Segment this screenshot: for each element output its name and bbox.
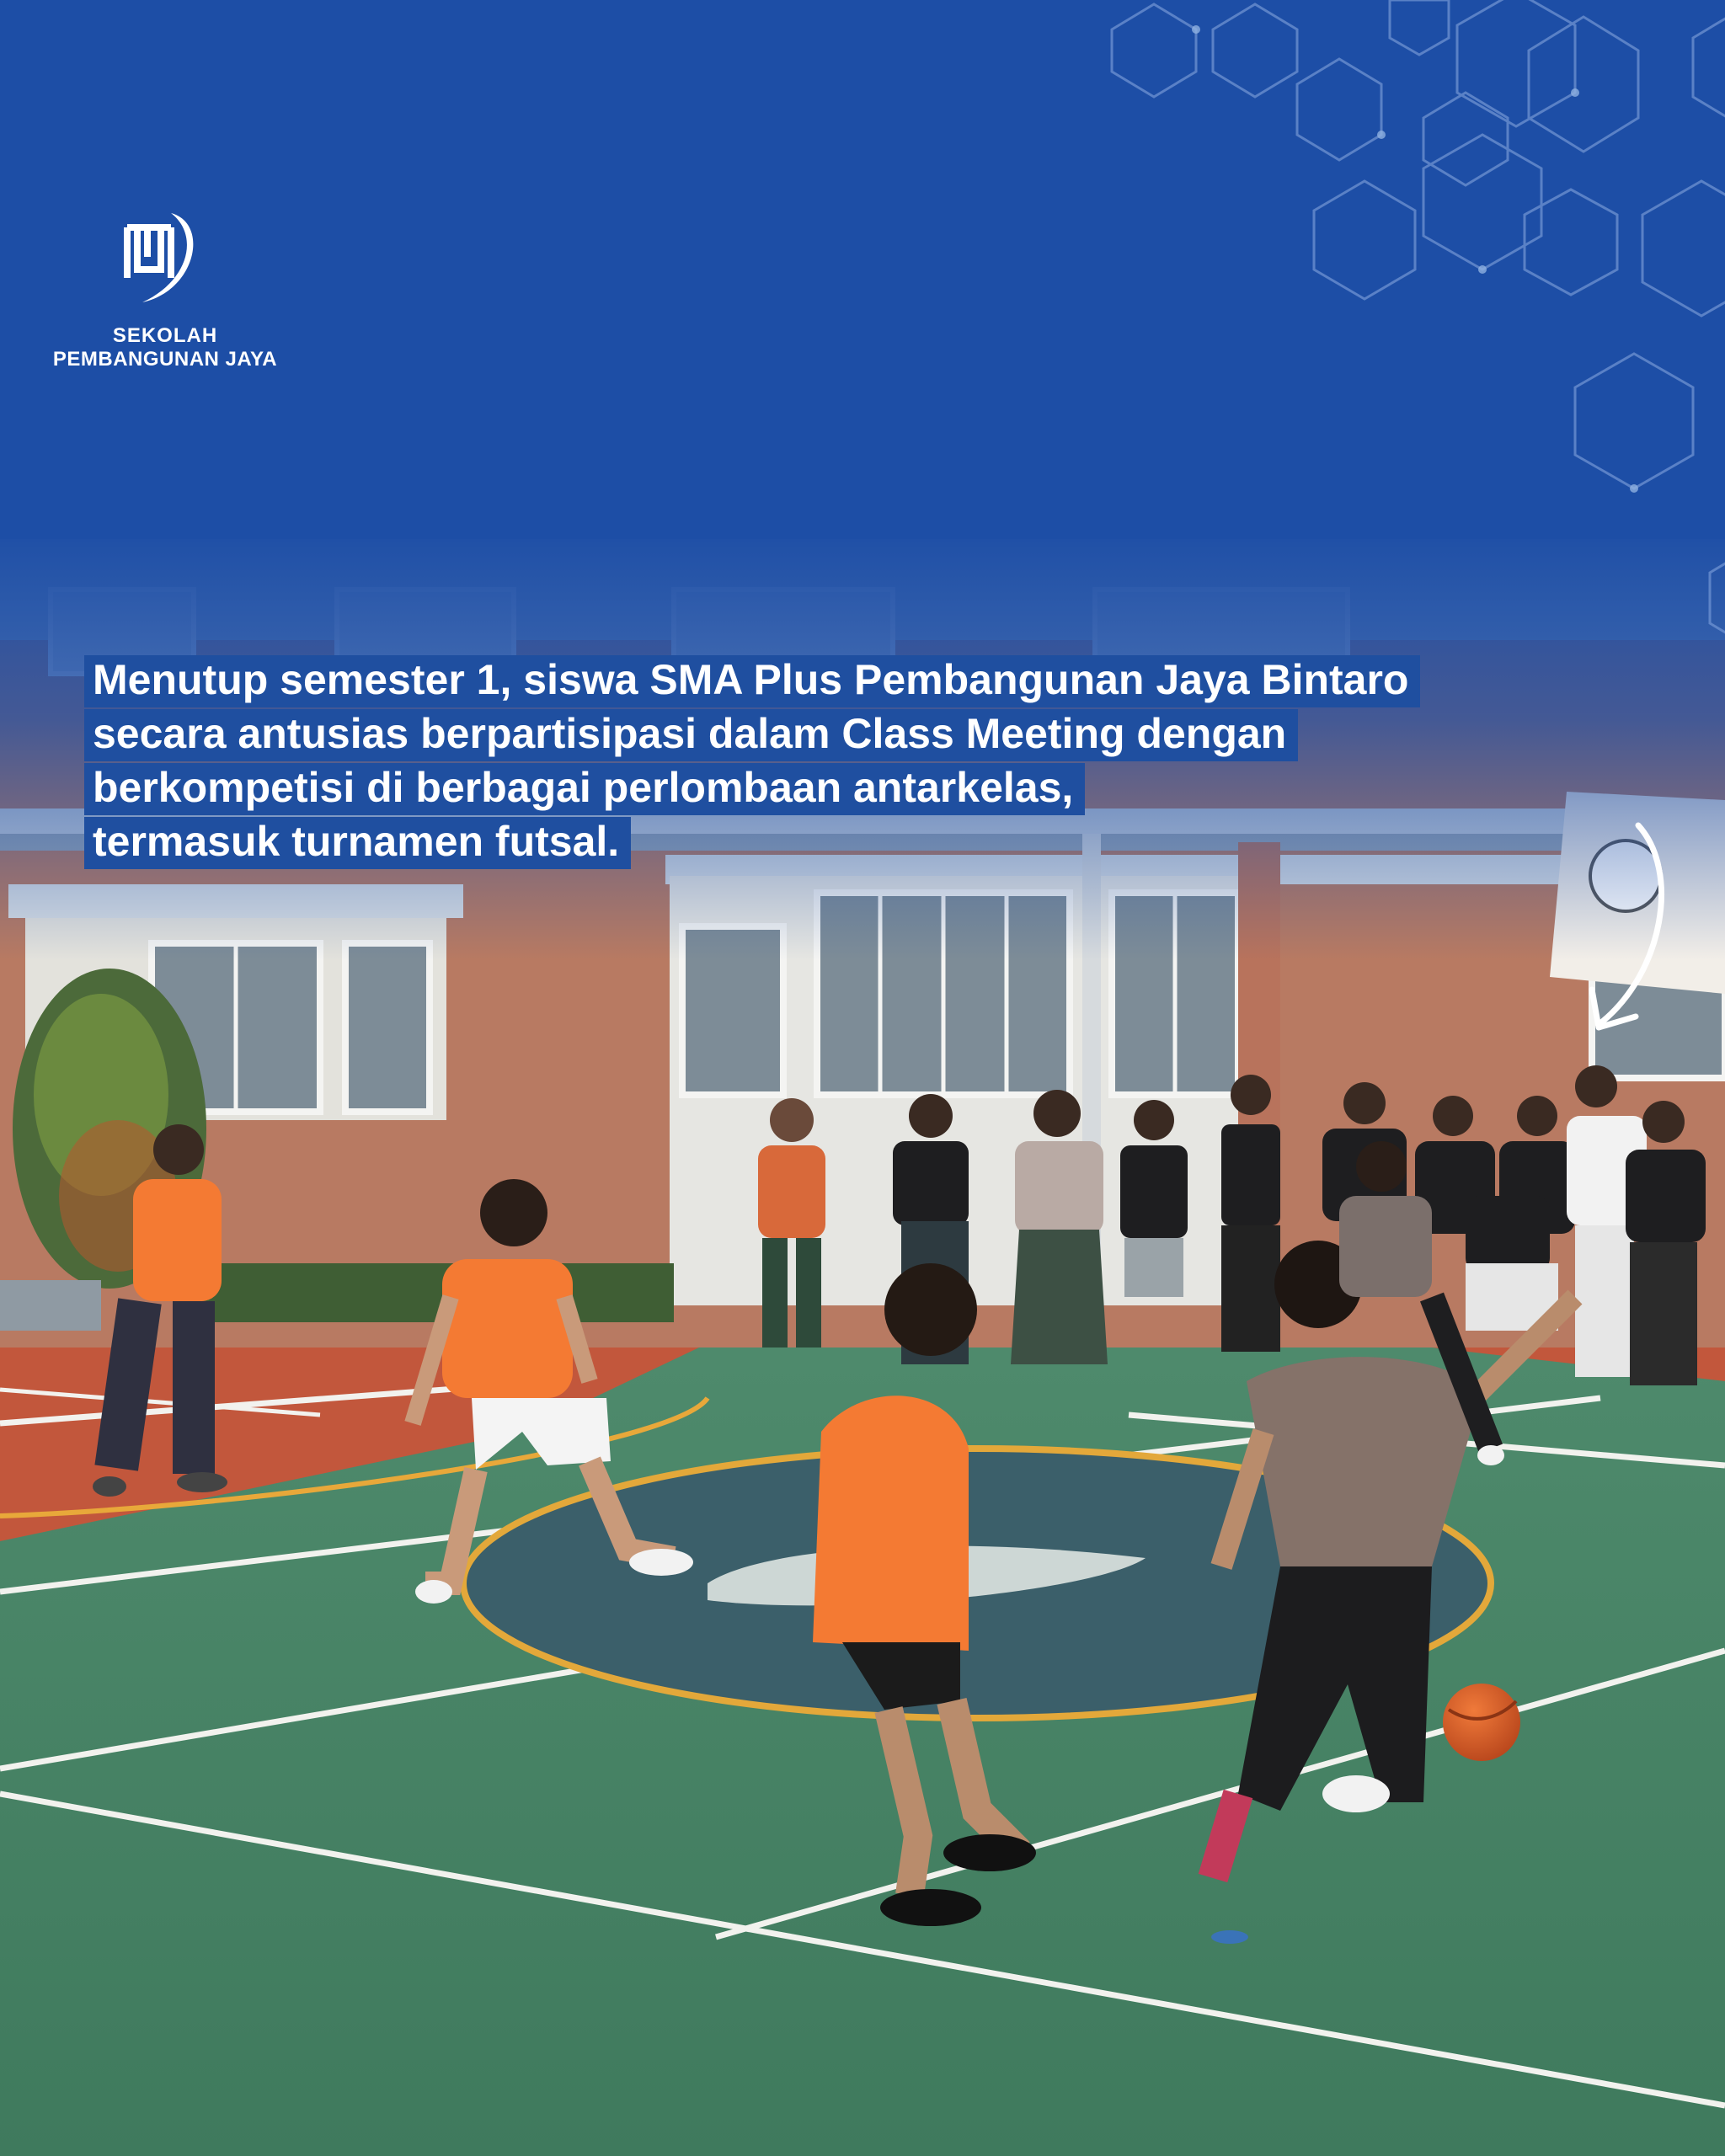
- logo-text-line1: SEKOLAH: [112, 324, 218, 347]
- caption-line: termasuk turnamen futsal.: [84, 817, 631, 869]
- caption-line: secara antusias berpartisipasi dalam Class Meeting dengan: [84, 709, 1298, 761]
- school-emblem-icon: [119, 206, 211, 307]
- curved-arrow-down-icon: [1575, 821, 1693, 1057]
- caption-block: [84, 655, 1600, 871]
- futsal-ball: [1443, 1684, 1520, 1761]
- logo-text-line2: PEMBANGUNAN JAYA: [52, 348, 278, 371]
- school-logo: [47, 206, 283, 371]
- caption-line: berkompetisi di berbagai perlombaan antarkelas,: [84, 763, 1085, 815]
- caption-line: Menutup semester 1, siswa SMA Plus Pembangunan Jaya Bintaro: [84, 655, 1420, 707]
